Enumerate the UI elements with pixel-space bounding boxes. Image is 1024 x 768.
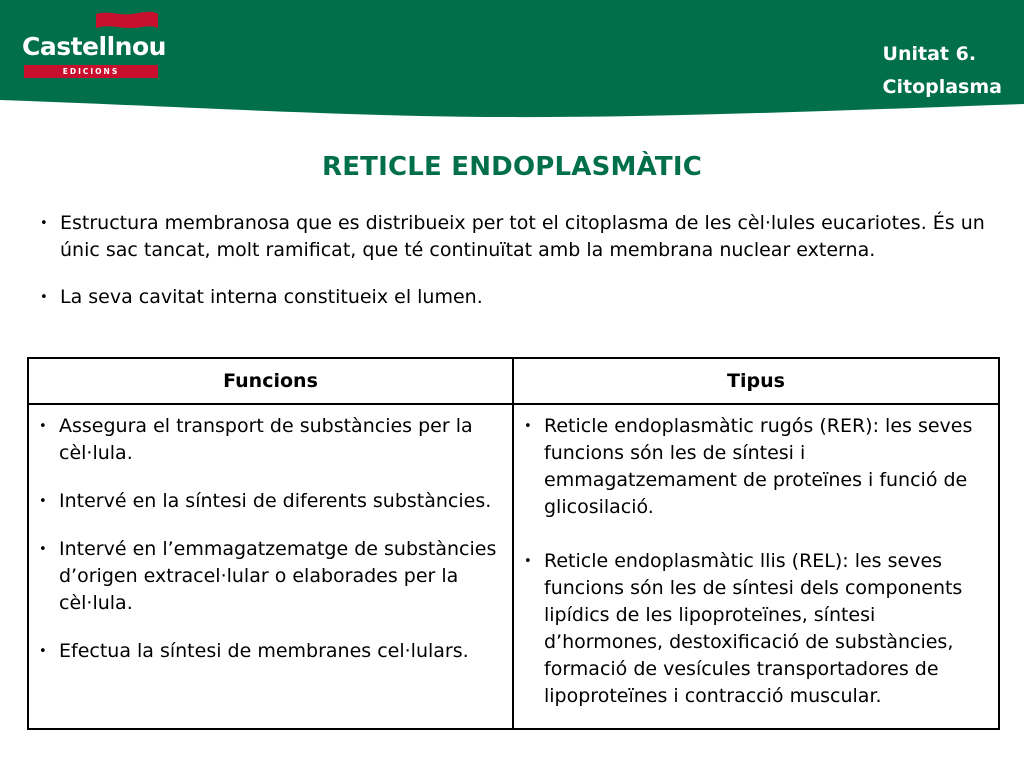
- header-band: [0, 0, 1024, 118]
- tipus-cell: [513, 404, 999, 729]
- publisher-logo: [22, 10, 166, 78]
- tipus-item: • Reticle endoplasmàtic llis (REL): les seves funcions són les de síntesi dels components lipídics de les lipoproteïnes, síntesi d’hormones, destoxificació de substàncies, formació de vesícules transportadores de lipoproteïnes i contracció muscular.: [522, 548, 984, 710]
- funcio-item: • Intervé en l’emmagatzematge de substàncies d’origen extracel·lular o elaborades per la cèl·lula.: [37, 536, 498, 617]
- logo-wordmark: Castellnou: [22, 32, 166, 61]
- intro-item: • La seva cavitat interna constitueix el lumen.: [38, 284, 988, 311]
- logo-subtitle: EDICIONS: [24, 65, 158, 78]
- page-title: RETICLE ENDOPLASMÀTIC: [322, 152, 702, 182]
- intro-list: [38, 210, 988, 331]
- unit-label: [883, 38, 1002, 104]
- funcio-item: • Assegura el transport de substàncies per la cèl·lula.: [37, 413, 498, 467]
- funcio-item: • Intervé en la síntesi de diferents substàncies.: [37, 488, 498, 515]
- intro-item: • Estructura membranosa que es distribueix per tot el citoplasma de les cèl·lules eucariotes. És un únic sac tancat, molt ramificat, que té continuïtat amb la membrana nuclear externa.: [38, 210, 988, 264]
- column-header-funcions: Funcions: [28, 358, 513, 404]
- unit-number: Unitat 6.: [882, 43, 977, 65]
- tipus-item: • Reticle endoplasmàtic rugós (RER): les seves funcions són les de síntesi i emmagatzemament de proteïnes i funció de glicosilació.: [522, 413, 984, 521]
- unit-topic: Citoplasma: [882, 76, 1002, 98]
- column-header-tipus: Tipus: [513, 358, 999, 404]
- functions-types-table: [27, 357, 1000, 730]
- funcions-cell: [28, 404, 513, 729]
- funcio-item: • Efectua la síntesi de membranes cel·lulars.: [37, 638, 498, 665]
